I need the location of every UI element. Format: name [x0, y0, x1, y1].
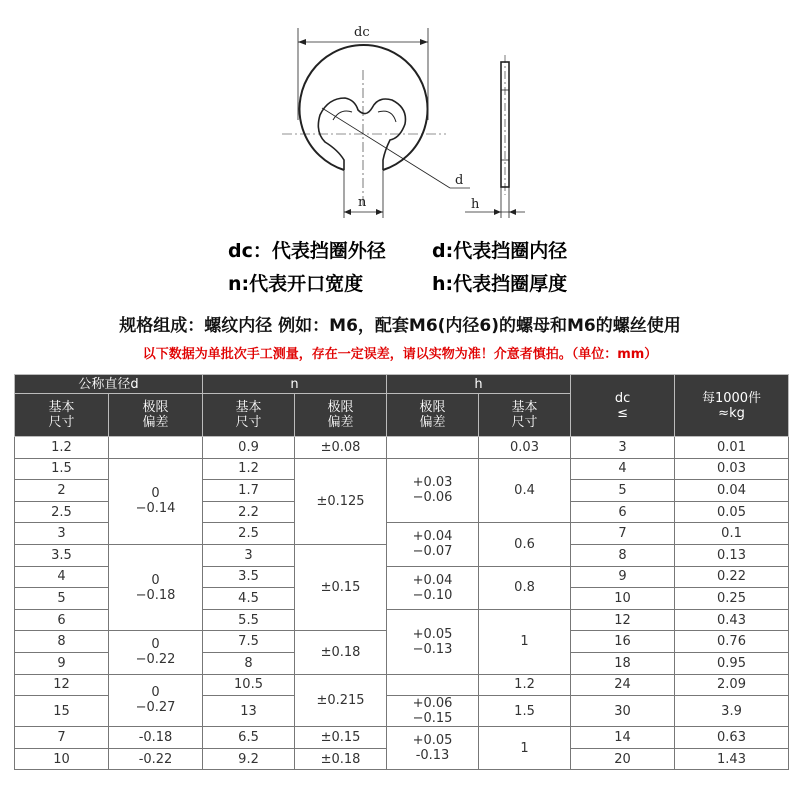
cell-d-basic: 5 — [15, 588, 109, 610]
table-row — [15, 437, 789, 459]
cell-d-tol: 0 −0.27 — [109, 674, 203, 727]
cell-n-tol: ±0.08 — [295, 437, 387, 459]
header-d: 公称直径d — [15, 375, 203, 394]
h-label: h — [471, 197, 480, 212]
cell-n-basic: 13 — [203, 696, 295, 727]
spec-line: 规格组成：螺纹内径 例如：M6，配套M6(内径6)的螺母和M6的螺丝使用 — [119, 316, 681, 336]
cell-dc: 24 — [571, 674, 675, 696]
cell-n-basic: 1.7 — [203, 480, 295, 502]
cell-weight: 3.9 — [675, 696, 789, 727]
d-leader — [322, 108, 450, 188]
cell-h-tol: +0.04 −0.10 — [387, 566, 479, 609]
spec-table — [14, 374, 789, 770]
cell-d-basic: 8 — [15, 631, 109, 653]
cell-dc: 5 — [571, 480, 675, 502]
header-d-basic: 基本 尺寸 — [15, 394, 109, 437]
table-row — [15, 727, 789, 749]
cell-dc: 18 — [571, 652, 675, 674]
legend-d: d:代表挡圈内径 — [432, 240, 568, 262]
cell-n-basic: 6.5 — [203, 727, 295, 749]
cell-weight: 0.03 — [675, 458, 789, 480]
header-h-basic: 基本 尺寸 — [479, 394, 571, 437]
cell-d-tol: -0.22 — [109, 748, 203, 770]
cell-n-basic: 3 — [203, 544, 295, 566]
cell-n-tol: ±0.18 — [295, 631, 387, 674]
cell-h-basic: 1.5 — [479, 696, 571, 727]
cell-d-basic: 4 — [15, 566, 109, 588]
legend-h: h:代表挡圈厚度 — [432, 273, 568, 295]
cell-weight: 1.43 — [675, 748, 789, 770]
cell-dc: 10 — [571, 588, 675, 610]
cell-d-basic: 3 — [15, 523, 109, 545]
cell-d-tol — [109, 437, 203, 459]
cell-n-basic: 2.2 — [203, 501, 295, 523]
cell-h-basic: 0.03 — [479, 437, 571, 459]
cell-d-basic: 10 — [15, 748, 109, 770]
cell-n-tol: ±0.215 — [295, 674, 387, 727]
header-h-tol: 极限 偏差 — [387, 394, 479, 437]
cell-weight: 0.43 — [675, 609, 789, 631]
cell-n-basic: 3.5 — [203, 566, 295, 588]
cell-n-basic: 2.5 — [203, 523, 295, 545]
cell-d-basic: 1.2 — [15, 437, 109, 459]
cell-d-basic: 1.5 — [15, 458, 109, 480]
cell-n-basic: 7.5 — [203, 631, 295, 653]
cell-n-basic: 1.2 — [203, 458, 295, 480]
cell-weight: 0.63 — [675, 727, 789, 749]
cell-dc: 6 — [571, 501, 675, 523]
cell-n-basic: 10.5 — [203, 674, 295, 696]
cell-n-basic: 9.2 — [203, 748, 295, 770]
cell-d-basic: 7 — [15, 727, 109, 749]
cell-h-tol: +0.05 −0.13 — [387, 609, 479, 674]
cell-dc: 16 — [571, 631, 675, 653]
cell-dc: 7 — [571, 523, 675, 545]
cell-h-tol: +0.03 −0.06 — [387, 458, 479, 523]
cell-h-tol: +0.05 -0.13 — [387, 727, 479, 770]
cell-d-tol: 0 −0.18 — [109, 544, 203, 630]
warning-line: 以下数据为单批次手工测量，存在一定误差，请以实物为准！介意者慎拍。（单位：mm） — [142, 347, 658, 362]
cell-dc: 30 — [571, 696, 675, 727]
cell-h-tol — [387, 437, 479, 459]
cell-n-basic: 5.5 — [203, 609, 295, 631]
cell-n-tol: ±0.125 — [295, 458, 387, 544]
cell-weight: 0.01 — [675, 437, 789, 459]
cell-weight: 0.22 — [675, 566, 789, 588]
cell-n-tol: ±0.15 — [295, 544, 387, 630]
header-n-tol: 极限 偏差 — [295, 394, 387, 437]
cell-weight: 0.13 — [675, 544, 789, 566]
cell-h-basic: 0.6 — [479, 523, 571, 566]
cell-dc: 20 — [571, 748, 675, 770]
table-body — [15, 437, 789, 770]
d-label: d — [455, 173, 464, 188]
cell-d-basic: 2.5 — [15, 501, 109, 523]
cell-n-tol: ±0.18 — [295, 748, 387, 770]
cell-h-tol — [387, 674, 479, 696]
cell-n-basic: 4.5 — [203, 588, 295, 610]
cell-h-basic: 0.4 — [479, 458, 571, 523]
cell-d-basic: 12 — [15, 674, 109, 696]
cell-d-tol: -0.18 — [109, 727, 203, 749]
cell-h-tol: +0.06 −0.15 — [387, 696, 479, 727]
header-d-tol: 极限 偏差 — [109, 394, 203, 437]
e-clip-drawing — [0, 0, 800, 230]
cell-dc: 8 — [571, 544, 675, 566]
cell-d-basic: 6 — [15, 609, 109, 631]
n-label: n — [358, 195, 367, 210]
cell-d-basic: 3.5 — [15, 544, 109, 566]
cell-d-basic: 2 — [15, 480, 109, 502]
cell-weight: 0.05 — [675, 501, 789, 523]
cell-n-basic: 8 — [203, 652, 295, 674]
cell-weight: 0.95 — [675, 652, 789, 674]
header-n: n — [203, 375, 387, 394]
cell-d-basic: 9 — [15, 652, 109, 674]
table-row — [15, 674, 789, 696]
cell-h-basic: 1.2 — [479, 674, 571, 696]
header-h: h — [387, 375, 571, 394]
cell-weight: 0.1 — [675, 523, 789, 545]
cell-dc: 9 — [571, 566, 675, 588]
cell-n-tol: ±0.15 — [295, 727, 387, 749]
legend-dc: dc：代表挡圈外径 — [228, 240, 386, 262]
cell-dc: 4 — [571, 458, 675, 480]
cell-weight: 2.09 — [675, 674, 789, 696]
cell-d-tol: 0 −0.22 — [109, 631, 203, 674]
cell-weight: 0.25 — [675, 588, 789, 610]
cell-dc: 3 — [571, 437, 675, 459]
header-dc: dc ≤ — [571, 375, 675, 437]
table-row — [15, 458, 789, 480]
cell-d-tol: 0 −0.14 — [109, 458, 203, 544]
cell-dc: 14 — [571, 727, 675, 749]
cell-h-basic: 1 — [479, 609, 571, 674]
cell-h-basic: 0.8 — [479, 566, 571, 609]
header-n-basic: 基本 尺寸 — [203, 394, 295, 437]
cell-weight: 0.04 — [675, 480, 789, 502]
cell-h-basic: 1 — [479, 727, 571, 770]
cell-n-basic: 0.9 — [203, 437, 295, 459]
legend-n: n:代表开口宽度 — [228, 273, 364, 295]
clip-outline — [300, 45, 428, 170]
cell-dc: 12 — [571, 609, 675, 631]
cell-weight: 0.76 — [675, 631, 789, 653]
cell-h-tol: +0.04 −0.07 — [387, 523, 479, 566]
dc-label: dc — [354, 25, 370, 40]
header-weight: 每1000件 ≈kg — [675, 375, 789, 437]
cell-d-basic: 15 — [15, 696, 109, 727]
